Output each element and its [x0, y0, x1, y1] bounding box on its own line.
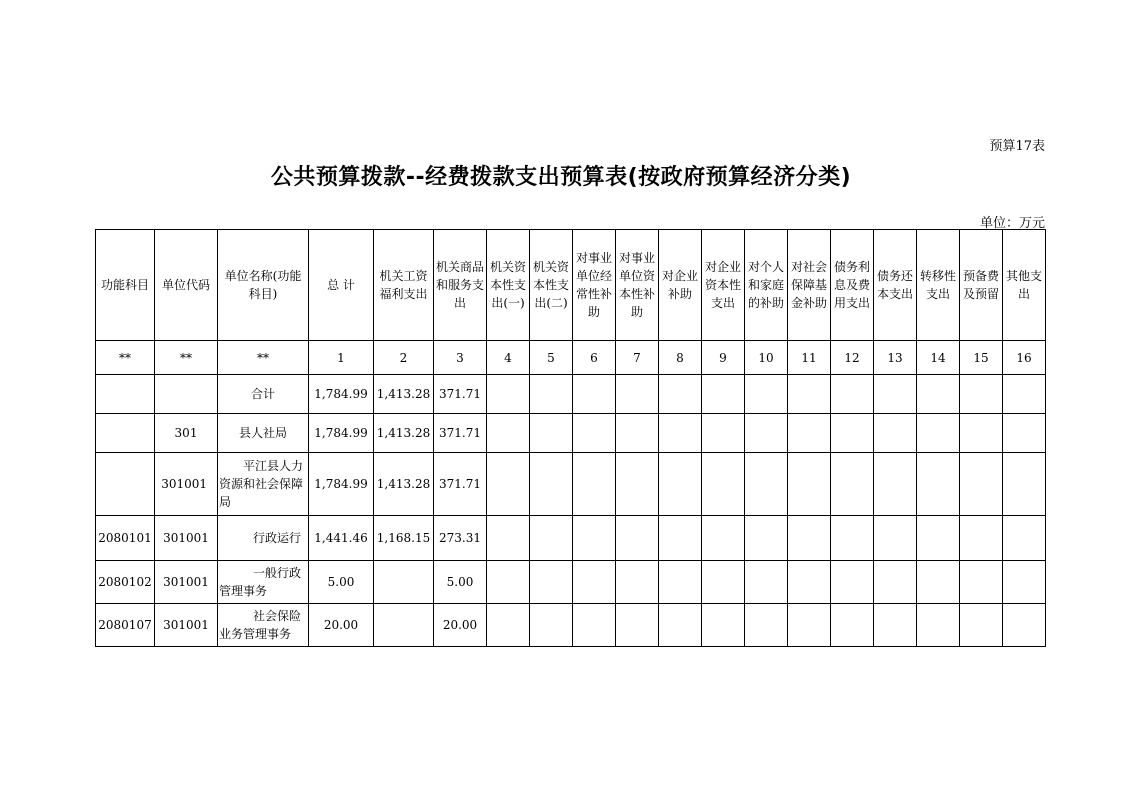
empty-cell — [659, 516, 702, 561]
empty-cell — [917, 561, 960, 604]
empty-cell — [530, 604, 573, 647]
empty-cell — [788, 604, 831, 647]
unit-label: 单位：万元 — [979, 216, 1045, 231]
empty-cell — [573, 414, 616, 453]
table-row — [96, 516, 1046, 561]
wages-cell: 1,413.28 — [374, 414, 434, 453]
unit-name-cell — [218, 604, 309, 647]
index-cell: 14 — [917, 341, 960, 375]
empty-cell — [788, 414, 831, 453]
empty-cell — [917, 375, 960, 414]
empty-cell — [745, 375, 788, 414]
empty-cell — [960, 414, 1003, 453]
index-cell: ** — [155, 341, 218, 375]
empty-cell — [616, 516, 659, 561]
table-row — [96, 561, 1046, 604]
header-cell: 单位代码 — [155, 230, 218, 341]
header-cell: 机关资本性支出(一) — [487, 230, 530, 341]
header-cell: 功能科目 — [96, 230, 155, 341]
unit-code-cell: 301001 — [155, 453, 218, 516]
unit-name-line1: 社会保险 — [252, 609, 301, 623]
header-cell: 总 计 — [309, 230, 374, 341]
empty-cell — [530, 516, 573, 561]
func-code-cell: 2080102 — [96, 561, 155, 604]
empty-cell — [659, 375, 702, 414]
header-cell: 机关商品和服务支出 — [434, 230, 487, 341]
empty-cell — [702, 453, 745, 516]
empty-cell — [659, 561, 702, 604]
form-number: 预算17表 — [989, 139, 1045, 154]
header-row — [96, 230, 1046, 341]
header-cell: 债务还本支出 — [874, 230, 917, 341]
empty-cell — [659, 453, 702, 516]
empty-cell — [702, 375, 745, 414]
index-cell: ** — [218, 341, 309, 375]
empty-cell — [487, 561, 530, 604]
empty-cell — [1003, 414, 1046, 453]
index-cell: 1 — [309, 341, 374, 375]
empty-cell — [573, 375, 616, 414]
unit-name-text: 合计 — [250, 387, 275, 401]
header-cell: 单位名称(功能科目) — [218, 230, 309, 341]
empty-cell — [788, 375, 831, 414]
wages-cell: 1,413.28 — [374, 453, 434, 516]
empty-cell — [487, 375, 530, 414]
header-cell: 对企业补助 — [659, 230, 702, 341]
header-cell: 对个人和家庭的补助 — [745, 230, 788, 341]
empty-cell — [960, 453, 1003, 516]
empty-cell — [917, 516, 960, 561]
total-cell: 1,784.99 — [309, 375, 374, 414]
empty-cell — [1003, 604, 1046, 647]
empty-cell — [831, 414, 874, 453]
header-cell: 其他支出 — [1003, 230, 1046, 341]
goods-services-cell: 371.71 — [434, 414, 487, 453]
unit-name-text: 县人社局 — [238, 426, 287, 440]
unit-code-cell: 301001 — [155, 561, 218, 604]
budget-table — [95, 229, 1046, 647]
func-code-cell — [96, 453, 155, 516]
empty-cell — [788, 561, 831, 604]
wages-cell — [374, 561, 434, 604]
index-cell: 7 — [616, 341, 659, 375]
empty-cell — [616, 604, 659, 647]
wages-cell: 1,413.28 — [374, 375, 434, 414]
empty-cell — [960, 375, 1003, 414]
empty-cell — [659, 414, 702, 453]
empty-cell — [831, 516, 874, 561]
empty-cell — [960, 561, 1003, 604]
empty-cell — [616, 375, 659, 414]
func-code-cell: 2080101 — [96, 516, 155, 561]
empty-cell — [530, 453, 573, 516]
goods-services-cell: 5.00 — [434, 561, 487, 604]
empty-cell — [573, 604, 616, 647]
unit-name-cell — [218, 375, 309, 414]
empty-cell — [573, 561, 616, 604]
table-row — [96, 604, 1046, 647]
header-cell: 对企业资本性支出 — [702, 230, 745, 341]
table-row — [96, 414, 1046, 453]
func-code-cell: 2080107 — [96, 604, 155, 647]
unit-code-cell: 301001 — [155, 604, 218, 647]
empty-cell — [788, 516, 831, 561]
empty-cell — [702, 516, 745, 561]
index-cell: 3 — [434, 341, 487, 375]
empty-cell — [530, 414, 573, 453]
empty-cell — [874, 414, 917, 453]
total-cell: 1,441.46 — [309, 516, 374, 561]
empty-cell — [917, 604, 960, 647]
total-cell: 20.00 — [309, 604, 374, 647]
wages-cell: 1,168.15 — [374, 516, 434, 561]
empty-cell — [487, 453, 530, 516]
empty-cell — [745, 516, 788, 561]
empty-cell — [702, 561, 745, 604]
unit-name-line2: 资源和社会保障局 — [219, 477, 304, 509]
empty-cell — [487, 414, 530, 453]
empty-cell — [1003, 516, 1046, 561]
unit-name-cell — [218, 414, 309, 453]
empty-cell — [573, 516, 616, 561]
index-cell: 2 — [374, 341, 434, 375]
index-cell: 10 — [745, 341, 788, 375]
index-row — [96, 341, 1046, 375]
header-cell: 债务利息及费用支出 — [831, 230, 874, 341]
empty-cell — [874, 516, 917, 561]
empty-cell — [659, 604, 702, 647]
empty-cell — [831, 375, 874, 414]
goods-services-cell: 371.71 — [434, 453, 487, 516]
empty-cell — [530, 561, 573, 604]
empty-cell — [831, 561, 874, 604]
index-cell: 12 — [831, 341, 874, 375]
unit-name-line2: 业务管理事务 — [219, 627, 292, 641]
empty-cell — [788, 453, 831, 516]
index-cell: 15 — [960, 341, 1003, 375]
total-cell: 1,784.99 — [309, 414, 374, 453]
empty-cell — [917, 453, 960, 516]
empty-cell — [616, 453, 659, 516]
empty-cell — [831, 453, 874, 516]
header-cell: 对事业单位经常性补助 — [573, 230, 616, 341]
empty-cell — [530, 375, 573, 414]
empty-cell — [702, 414, 745, 453]
empty-cell — [960, 516, 1003, 561]
index-cell: 5 — [530, 341, 573, 375]
total-cell: 1,784.99 — [309, 453, 374, 516]
header-cell: 对事业单位资本性补助 — [616, 230, 659, 341]
empty-cell — [874, 453, 917, 516]
empty-cell — [874, 561, 917, 604]
index-cell: ** — [96, 341, 155, 375]
empty-cell — [487, 516, 530, 561]
unit-code-cell — [155, 375, 218, 414]
unit-name-line1: 平江县人力 — [242, 459, 303, 473]
empty-cell — [1003, 453, 1046, 516]
unit-name-cell — [218, 561, 309, 604]
func-code-cell — [96, 414, 155, 453]
index-cell: 9 — [702, 341, 745, 375]
empty-cell — [874, 604, 917, 647]
unit-name-text: 行政运行 — [252, 531, 301, 545]
empty-cell — [1003, 375, 1046, 414]
goods-services-cell: 371.71 — [434, 375, 487, 414]
unit-name-cell — [218, 453, 309, 516]
total-cell: 5.00 — [309, 561, 374, 604]
empty-cell — [745, 453, 788, 516]
header-cell: 预备费及预留 — [960, 230, 1003, 341]
unit-name-line2: 管理事务 — [219, 584, 268, 598]
table-row — [96, 453, 1046, 516]
index-cell: 13 — [874, 341, 917, 375]
unit-name-line1: 一般行政 — [252, 566, 301, 580]
empty-cell — [616, 561, 659, 604]
header-cell: 转移性支出 — [917, 230, 960, 341]
page-title: 公共预算拨款--经费拨款支出预算表(按政府预算经济分类) — [270, 165, 852, 190]
empty-cell — [745, 604, 788, 647]
index-cell: 6 — [573, 341, 616, 375]
index-cell: 11 — [788, 341, 831, 375]
empty-cell — [616, 414, 659, 453]
index-cell: 16 — [1003, 341, 1046, 375]
goods-services-cell: 273.31 — [434, 516, 487, 561]
index-cell: 4 — [487, 341, 530, 375]
empty-cell — [573, 453, 616, 516]
empty-cell — [831, 604, 874, 647]
header-cell: 机关工资福利支出 — [374, 230, 434, 341]
empty-cell — [745, 561, 788, 604]
empty-cell — [917, 414, 960, 453]
index-cell: 8 — [659, 341, 702, 375]
empty-cell — [745, 414, 788, 453]
unit-code-cell: 301 — [155, 414, 218, 453]
unit-name-cell — [218, 516, 309, 561]
wages-cell — [374, 604, 434, 647]
table-row-total — [96, 375, 1046, 414]
empty-cell — [1003, 561, 1046, 604]
unit-code-cell: 301001 — [155, 516, 218, 561]
goods-services-cell: 20.00 — [434, 604, 487, 647]
empty-cell — [960, 604, 1003, 647]
header-cell: 机关资本性支出(二) — [530, 230, 573, 341]
header-cell: 对社会保障基金补助 — [788, 230, 831, 341]
empty-cell — [702, 604, 745, 647]
empty-cell — [874, 375, 917, 414]
func-code-cell — [96, 375, 155, 414]
empty-cell — [487, 604, 530, 647]
